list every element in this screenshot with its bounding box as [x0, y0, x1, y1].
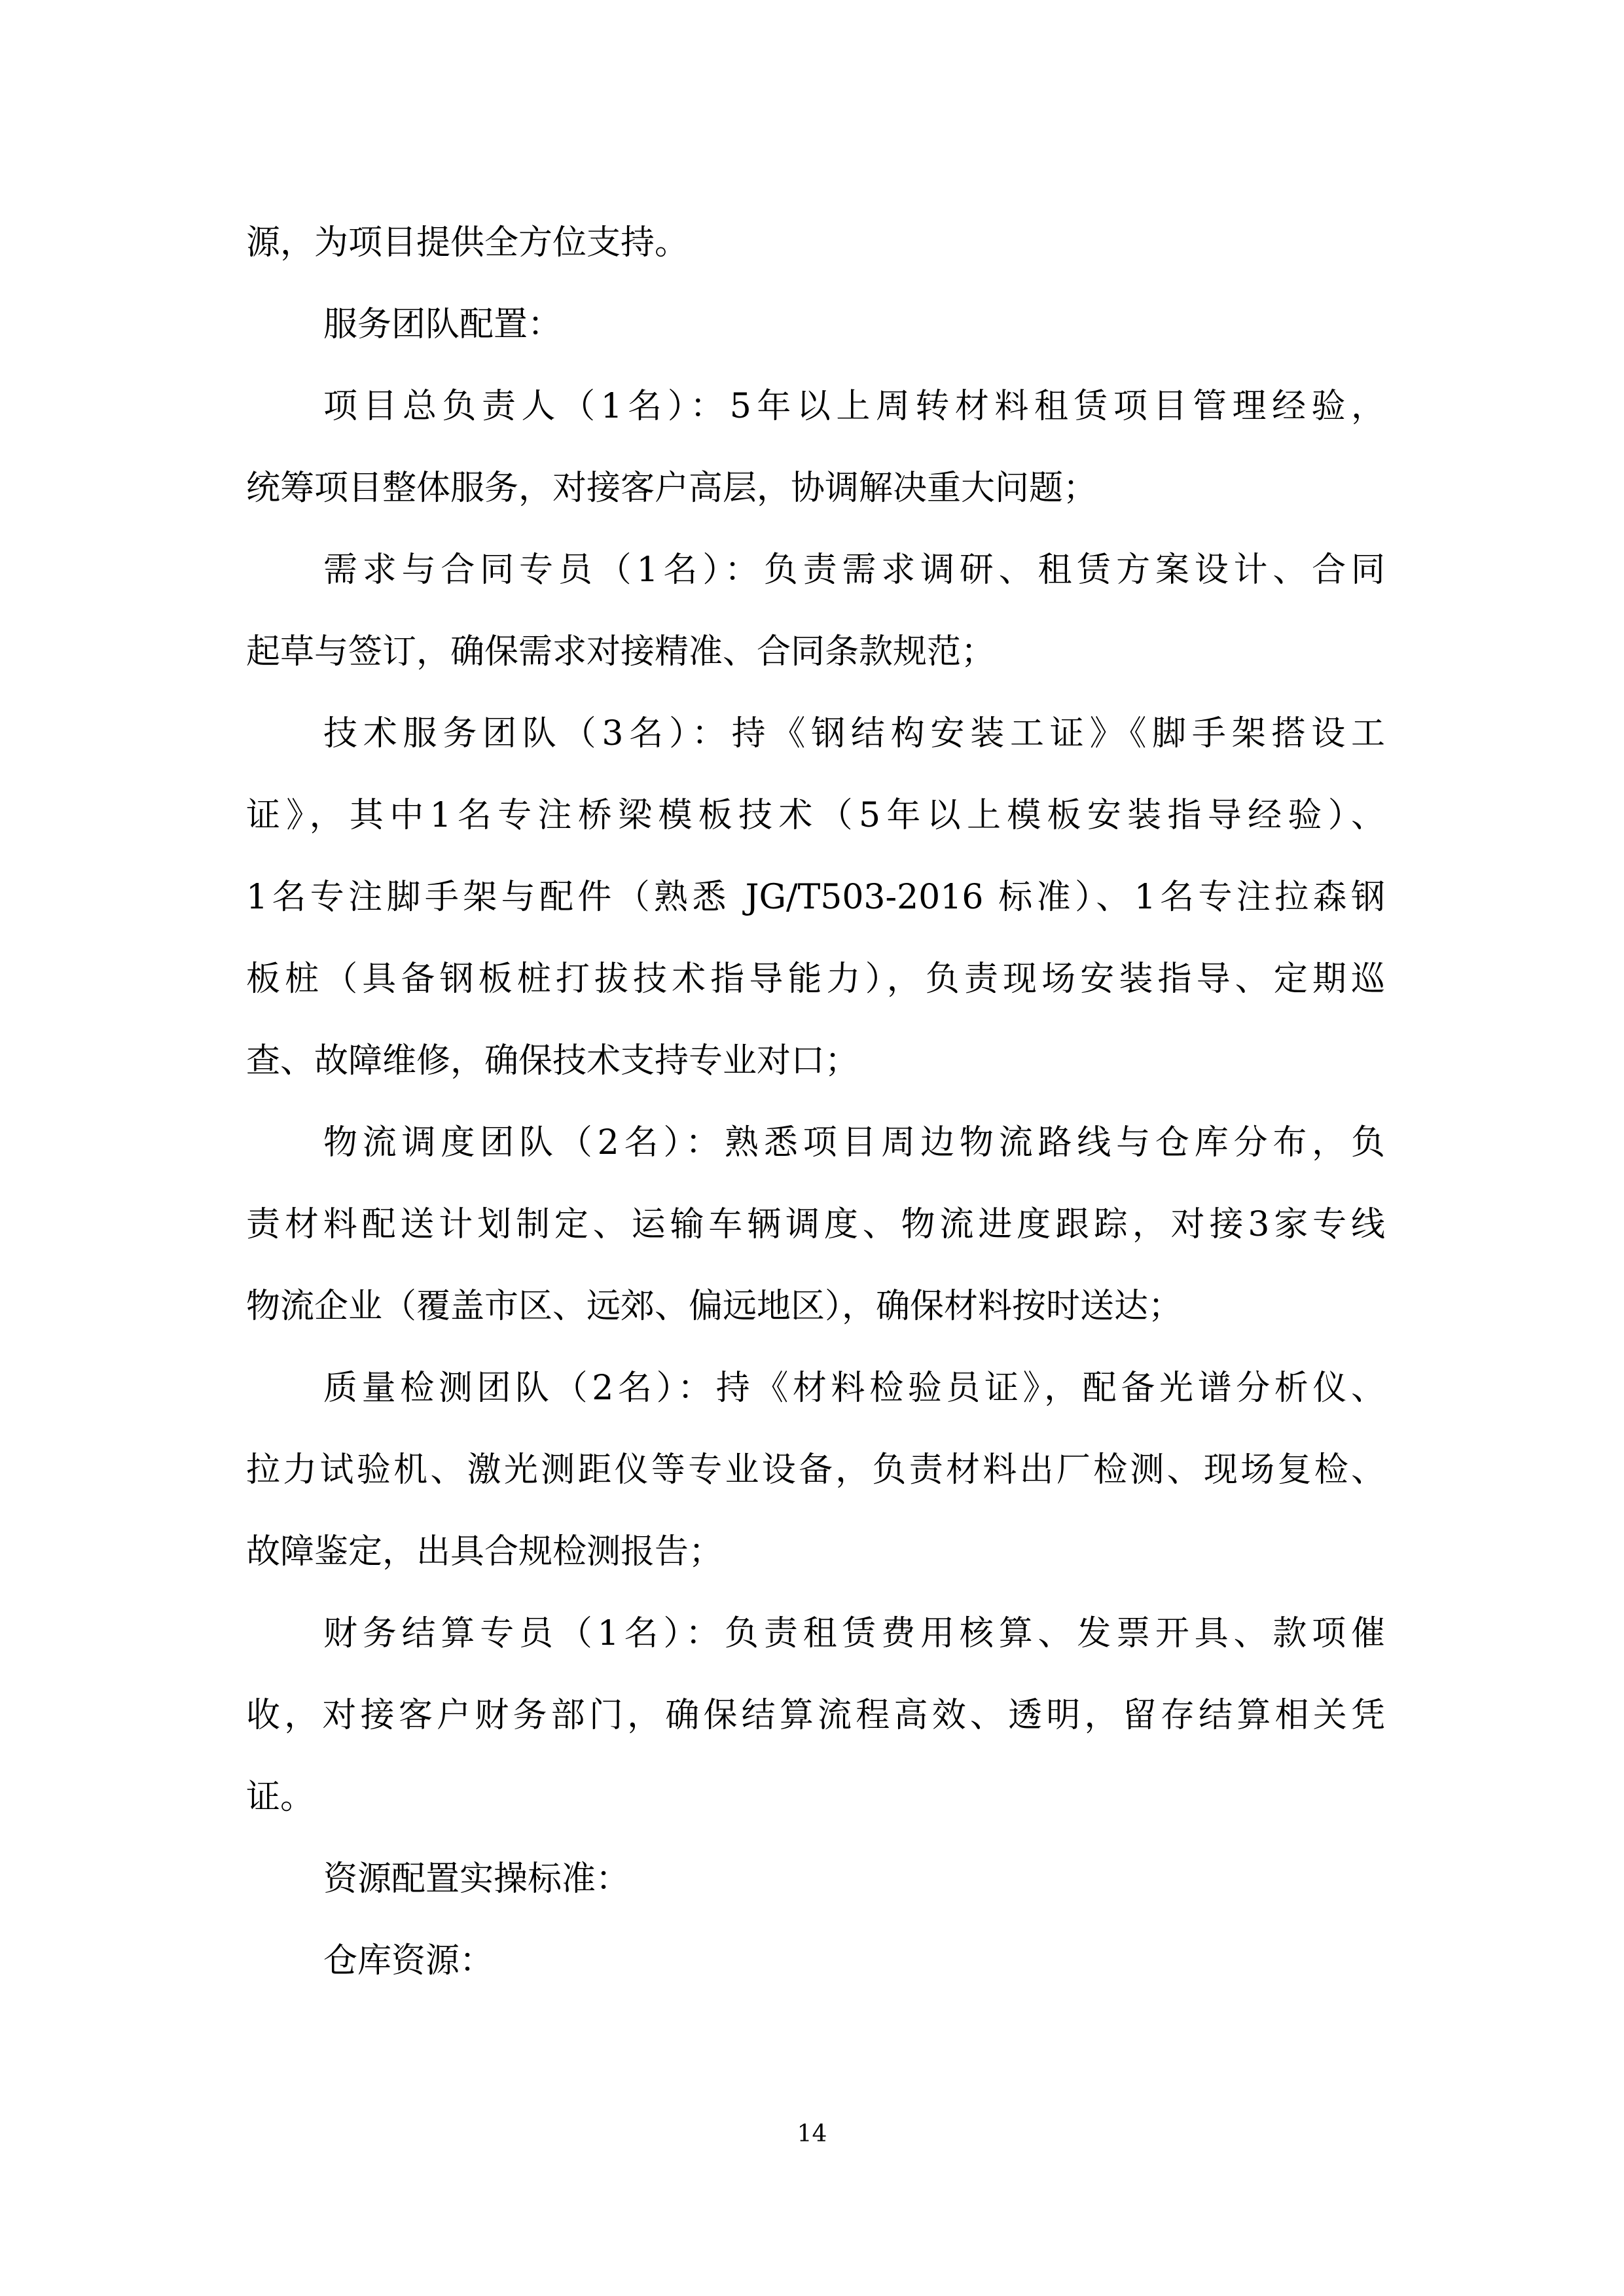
text-line: 故障鉴定，出具合规检测报告；	[246, 1532, 723, 1571]
text-line: 源，为项目提供全方位支持。	[246, 223, 689, 262]
text-line: 板桩（具备钢板桩打拔技术指导能力），负责现场安装指导、定期巡	[246, 960, 1385, 999]
text-line: 证。	[246, 1778, 315, 1817]
text-line: 1名专注脚手架与配件（熟悉 JG/T503-2016 标准）、1名专注拉森钢	[246, 878, 1385, 917]
text-line: 资源配置实操标准：	[323, 1859, 630, 1899]
text-line: 物流调度团队（2名）：熟悉项目周边物流路线与仓库分布，负	[323, 1123, 1385, 1162]
text-line: 服务团队配置：	[323, 305, 562, 344]
text-line: 质量检测团队（2名）：持《材料检验员证》，配备光谱分析仪、	[323, 1369, 1385, 1408]
page-number: 14	[797, 2121, 827, 2147]
text-line: 需求与合同专员（1名）：负责需求调研、租赁方案设计、合同	[323, 550, 1385, 590]
text-line: 收，对接客户财务部门，确保结算流程高效、透明，留存结算相关凭	[246, 1696, 1385, 1735]
text-line: 物流企业（覆盖市区、远郊、偏远地区），确保材料按时送达；	[246, 1287, 1183, 1326]
text-line: 起草与签订，确保需求对接精准、合同条款规范；	[246, 632, 996, 672]
text-line: 证》，其中1名专注桥梁模板技术（5年以上模板安装指导经验）、	[246, 796, 1385, 835]
text-line: 技术服务团队（3名）：持《钢结构安装工证》《脚手架搭设工	[323, 714, 1385, 753]
text-line: 拉力试验机、激光测距仪等专业设备，负责材料出厂检测、现场复检、	[246, 1450, 1385, 1490]
text-line: 仓库资源：	[323, 1941, 494, 1981]
text-line: 统筹项目整体服务，对接客户高层，协调解决重大问题；	[246, 469, 1098, 508]
text-line: 财务结算专员（1名）：负责租赁费用核算、发票开具、款项催	[323, 1614, 1385, 1653]
text-line: 项目总负责人（1名）：5年以上周转材料租赁项目管理经验，	[323, 387, 1385, 426]
text-line: 查、故障维修，确保技术支持专业对口；	[246, 1041, 859, 1081]
text-line: 责材料配送计划制定、运输车辆调度、物流进度跟踪，对接3家专线	[246, 1205, 1385, 1244]
body-text	[246, 202, 1385, 2002]
